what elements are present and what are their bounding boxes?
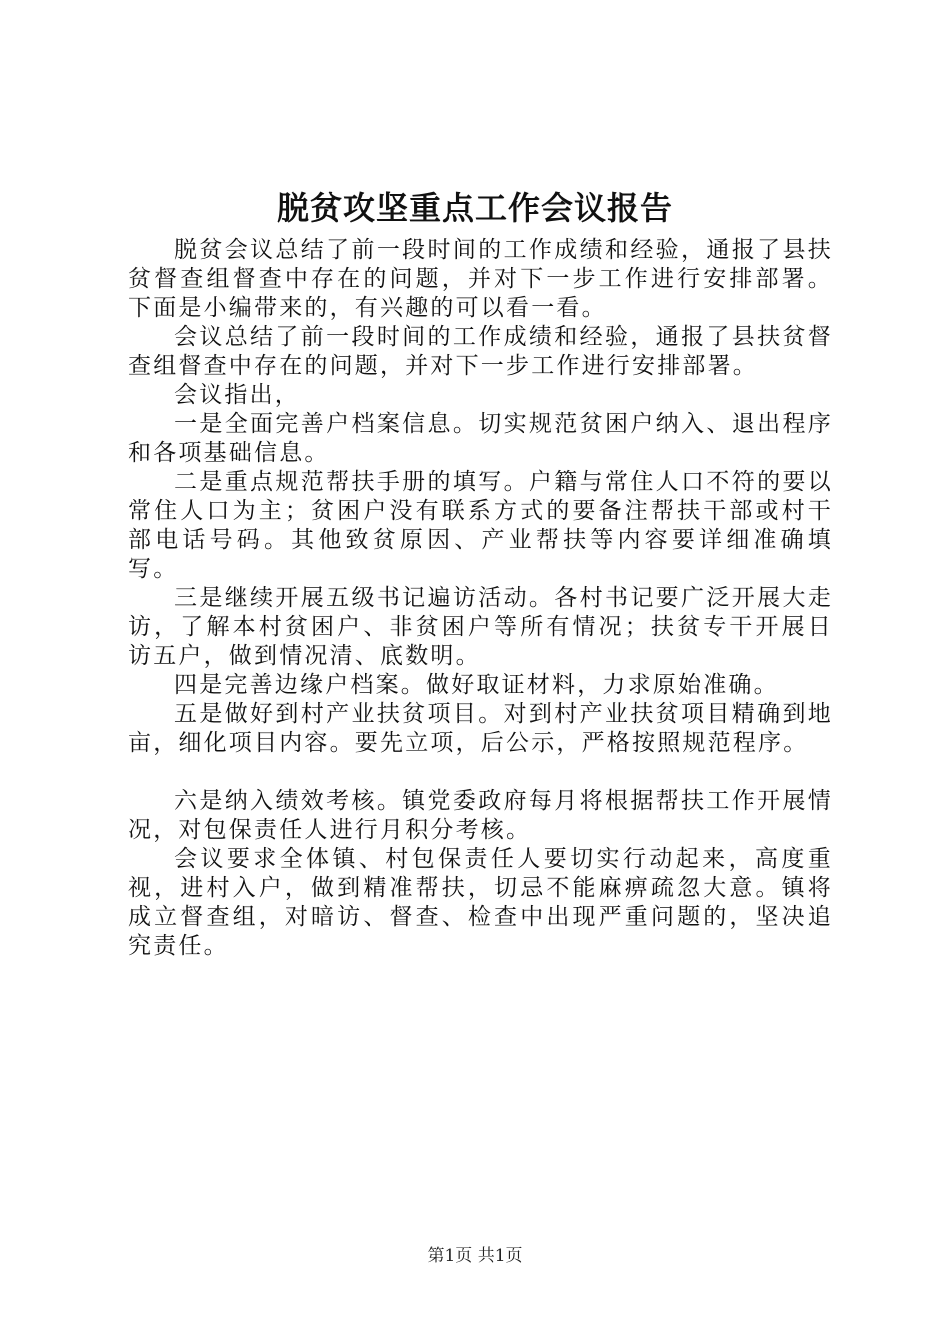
paragraph-meeting-points: 会议指出， xyxy=(174,382,300,408)
paragraph-point-5: 五是做好到村产业扶贫项目。对到村产业扶贫项目精确到地亩，细化项目内容。要先立项，后公示，严格按照规范程序。 xyxy=(128,701,833,756)
document-body xyxy=(128,236,833,961)
page-number-footer: 第1页 共1页 xyxy=(427,1246,523,1266)
paragraph-summary: 会议总结了前一段时间的工作成绩和经验，通报了县扶贫督查组督查中存在的问题，并对下一步工作进行安排部署。 xyxy=(128,324,833,379)
paragraph-point-3: 三是继续开展五级书记遍访活动。各村书记要广泛开展大走访，了解本村贫困户、非贫困户等所有情况；扶贫专干开展日访五户，做到情况清、底数明。 xyxy=(128,585,833,669)
paragraph-point-6: 六是纳入绩效考核。镇党委政府每月将根据帮扶工作开展情况，对包保责任人进行月积分考核。 xyxy=(128,788,833,843)
paragraph-point-4: 四是完善边缘户档案。做好取证材料，力求原始准确。 xyxy=(174,672,779,698)
paragraph-intro: 脱贫会议总结了前一段时间的工作成绩和经验，通报了县扶贫督查组督查中存在的问题，并对下一步工作进行安排部署。下面是小编带来的，有兴趣的可以看一看。 xyxy=(128,237,833,321)
paragraph-point-2: 二是重点规范帮扶手册的填写。户籍与常住人口不符的要以常住人口为主；贫困户没有联系方式的要备注帮扶干部或村干部电话号码。其他致贫原因、产业帮扶等内容要详细准确填写。 xyxy=(128,469,833,582)
paragraph-point-1: 一是全面完善户档案信息。切实规范贫困户纳入、退出程序和各项基础信息。 xyxy=(128,411,833,466)
paragraph-requirements: 会议要求全体镇、村包保责任人要切实行动起来，高度重视，进村入户，做到精准帮扶，切忌不能麻痹疏忽大意。镇将成立督查组，对暗访、督查、检查中出现严重问题的，坚决追究责任。 xyxy=(128,846,833,959)
document-title: 脱贫攻坚重点工作会议报告 xyxy=(276,189,673,227)
